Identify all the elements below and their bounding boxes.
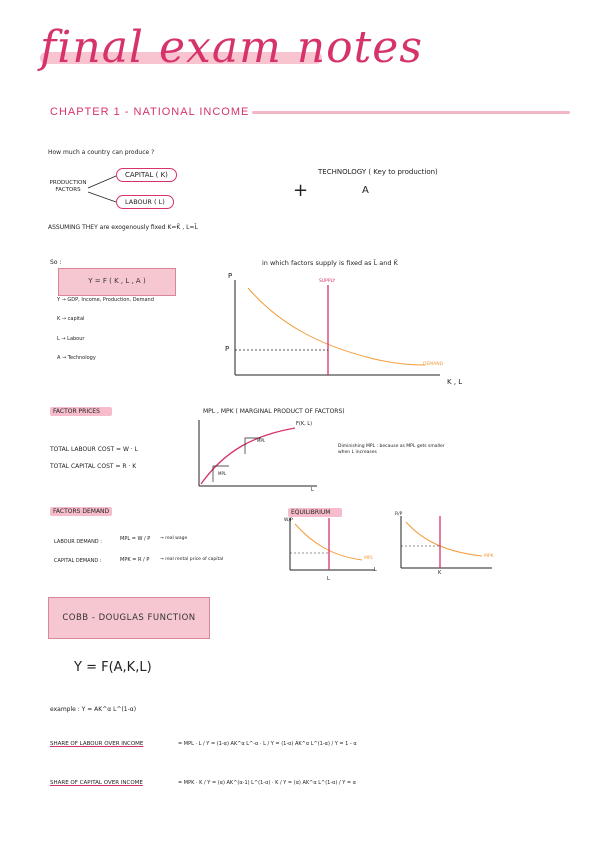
capital-pill: CAPITAL ( K)	[116, 168, 177, 182]
labour-demand-formula: MPL = W / P	[120, 536, 151, 542]
equilibrium-right-ylabel: R/P	[395, 512, 403, 517]
capital-demand-note: → real rental price of capital	[160, 557, 224, 562]
chapter-underline	[252, 111, 570, 114]
chapter-title: CHAPTER 1 - NATIONAL INCOME	[50, 106, 250, 118]
formula-box	[58, 268, 176, 296]
equilibrium-left-ylabel: W/P	[284, 518, 293, 523]
note-l: L → Labour	[57, 336, 85, 342]
mpl-chart	[195, 420, 320, 492]
page-title: final exam notes	[40, 22, 423, 73]
factor-prices-heading: FACTOR PRICES	[53, 408, 100, 415]
demand-curve	[248, 288, 425, 365]
supply-chart-ptick: P	[225, 345, 230, 353]
assumption-text: ASSUMING THEY are exogenously fixed K=K̄ , L=L̄	[48, 224, 198, 231]
capital-demand-label: CAPITAL DEMAND :	[54, 558, 102, 564]
labour-share-label: SHARE OF LABOUR OVER INCOME	[50, 741, 144, 747]
so-label: So :	[50, 259, 62, 266]
factor-arrows	[86, 170, 120, 210]
production-curve	[201, 428, 295, 484]
mpl-chart-caption: MPL , MPK ( MARGINAL PRODUCT OF FACTORS)	[203, 408, 345, 415]
supply-chart-caption: in which factors supply is fixed as L̄ and K̄	[262, 259, 398, 267]
labour-share-equation: = MPL · L / Y = (1-α) AK^α L^-α · L / Y = (1-α) AK^α L^(1-α) / Y = 1 - α	[178, 741, 357, 747]
supply-chart-ylabel: P	[228, 272, 233, 280]
eq-right-mpk-curve	[406, 522, 482, 556]
demand-label: DEMAND	[423, 362, 444, 367]
capital-cost: TOTAL CAPITAL COST = R · K	[50, 463, 137, 470]
capital-share-equation: = MPK · K / Y = (α) AK^(α-1) L^(1-α) · K / Y = (α) AK^α L^(1-α) / Y = α	[178, 780, 356, 786]
equilibrium-left-xtick: L	[327, 576, 330, 582]
mpl-chart-xlabel: L	[311, 487, 314, 493]
supply-chart-xlabel: K , L	[447, 378, 463, 386]
note-y: Y → GDP, Income, Production, Demand	[57, 297, 154, 303]
cobb-douglas-formula: Y = F(A,K,L)	[74, 660, 152, 675]
note-k: K → capital	[57, 316, 85, 322]
technology-label: TECHNOLOGY ( Key to production)	[318, 168, 438, 176]
intro-question: How much a country can produce ?	[48, 149, 155, 156]
equilibrium-heading: EQUILIBRIUM	[291, 509, 331, 516]
mpl-curve-label: F(K, L)	[296, 421, 313, 427]
labour-demand-label: LABOUR DEMAND :	[54, 539, 102, 545]
cobb-douglas-box	[48, 597, 210, 639]
production-factors-label: PRODUCTION FACTORS	[49, 180, 87, 193]
capital-share-label: SHARE OF CAPITAL OVER INCOME	[50, 780, 143, 786]
note-a: A → Technology	[57, 355, 96, 361]
mpl-lower-label: MPL	[218, 471, 227, 476]
equilibrium-labour-chart	[287, 518, 377, 574]
capital-demand-formula: MPK = R / P	[120, 557, 150, 563]
production-formula: Y = F ( K , L , A )	[88, 277, 146, 285]
factors-demand-heading: FACTORS DEMAND	[53, 508, 110, 515]
cobb-douglas-heading: COBB - DOUGLAS FUNCTION	[62, 613, 196, 623]
labour-demand-note: → real wage	[160, 536, 188, 541]
equilibrium-left-xlabel: L	[374, 567, 377, 573]
equilibrium-right-xlabel: K	[438, 570, 442, 576]
diminishing-mpl-note: Diminishing MPL : because as MPL gets smaller when L increases	[338, 444, 445, 455]
supply-label: SUPPLY	[319, 279, 336, 284]
labour-pill: LABOUR ( L)	[116, 195, 174, 209]
supply-demand-chart	[230, 280, 440, 380]
mpl-upper-label: MPL	[257, 438, 266, 443]
plus-sign: +	[293, 180, 309, 201]
cobb-douglas-example: example : Y = AK^α L^(1-α)	[50, 706, 137, 713]
labour-cost: TOTAL LABOUR COST = W · L	[50, 446, 138, 453]
equilibrium-left-curve-label: MPL	[364, 556, 374, 561]
mpl-step-lower	[213, 466, 229, 482]
equilibrium-right-curve-label: MPK	[484, 554, 494, 559]
technology-symbol: A	[362, 185, 369, 196]
equilibrium-capital-chart	[398, 516, 494, 570]
